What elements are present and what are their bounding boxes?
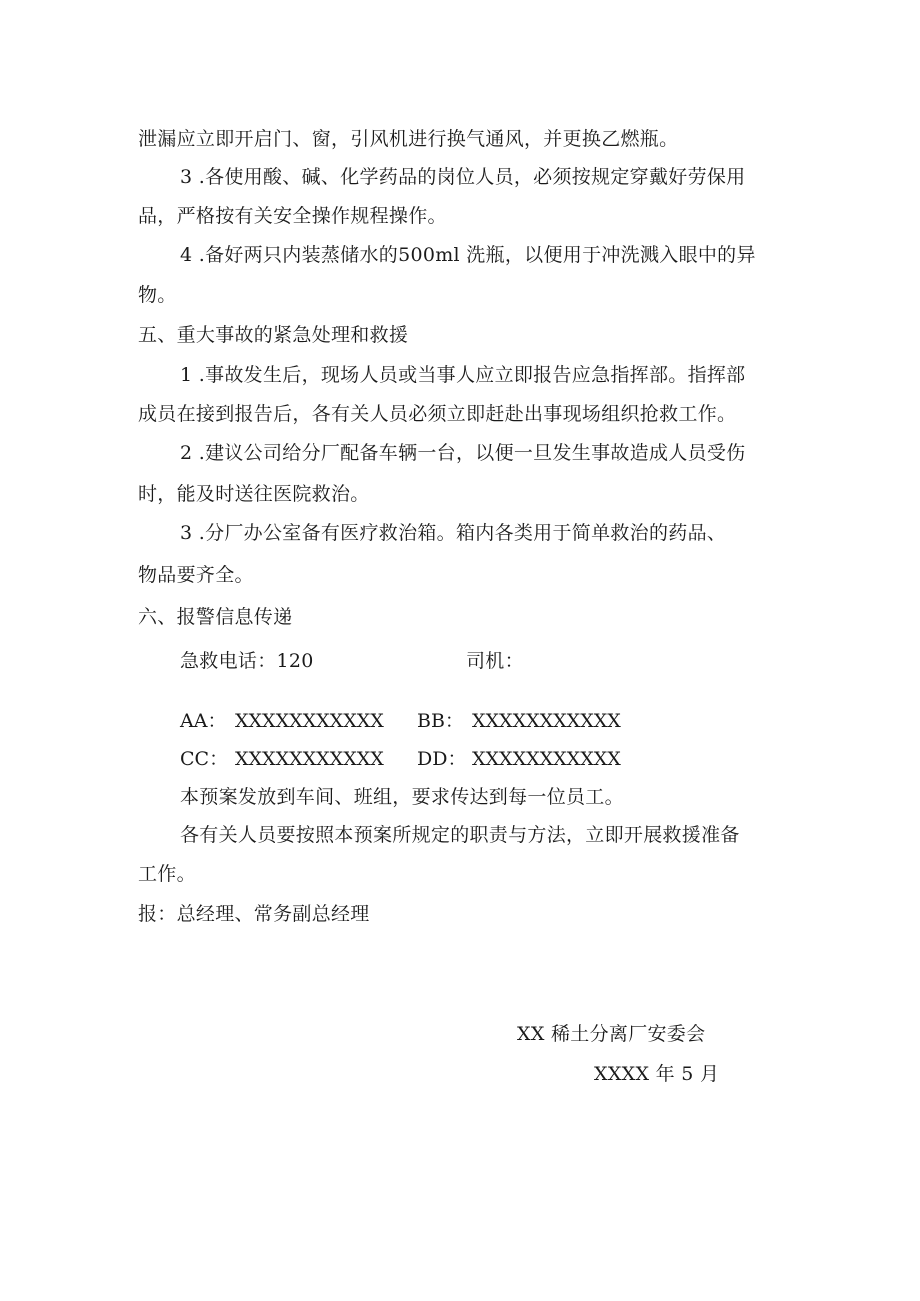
contact-label: AA： <box>180 710 227 732</box>
paragraph-line: 品，严格按有关安全操作规程操作。 <box>138 205 447 227</box>
contact-entry <box>180 746 384 772</box>
contact-entry <box>417 708 621 734</box>
contact-value: XXXXXXXXXXX <box>472 710 621 732</box>
contact-label: DD： <box>417 748 467 770</box>
contact-entry <box>180 708 384 734</box>
driver-label: 司机： <box>466 650 524 672</box>
emergency-phone: 急救电话：120 <box>180 650 314 672</box>
signature-org: XX 稀土分离厂安委会 <box>517 1023 706 1045</box>
paragraph-line: 物品要齐全。 <box>138 564 254 586</box>
paragraph-line: 物。 <box>138 284 177 306</box>
closing-line: 本预案发放到车间、班组，要求传达到每一位员工。 <box>180 786 624 808</box>
paragraph-line: 时，能及时送往医院救治。 <box>138 483 370 505</box>
signature-date: XXXX 年 5 月 <box>594 1063 720 1085</box>
contact-value: XXXXXXXXXXX <box>235 710 384 732</box>
report-to-line: 报：总经理、常务副总经理 <box>138 903 370 925</box>
section-heading: 五、重大事故的紧急处理和救援 <box>138 324 409 346</box>
paragraph-line: 3 .分厂办公室备有医疗救治箱。箱内各类用于简单救治的药品、 <box>180 522 727 544</box>
contact-value: XXXXXXXXXXX <box>472 748 621 770</box>
paragraph-line: 成员在接到报告后，各有关人员必须立即赶赴出事现场组织抢救工作。 <box>138 403 737 425</box>
paragraph-line: 泄漏应立即开启门、窗，引风机进行换气通风，并更换乙燃瓶。 <box>138 128 679 150</box>
paragraph-line: 1 .事故发生后，现场人员或当事人应立即报告应急指挥部。指挥部 <box>180 364 746 386</box>
paragraph-line: 2 .建议公司给分厂配备车辆一台，以便一旦发生事故造成人员受伤 <box>180 442 746 464</box>
paragraph-line: 4 .备好两只内装蒸储水的500ml 洗瓶，以便用于冲洗溅入眼中的异 <box>180 244 756 266</box>
contact-value: XXXXXXXXXXX <box>235 748 384 770</box>
contact-label: CC： <box>180 748 229 770</box>
contact-label: BB： <box>417 710 464 732</box>
contact-entry <box>417 746 621 772</box>
closing-line: 工作。 <box>138 863 196 885</box>
section-heading: 六、报警信息传递 <box>138 606 293 628</box>
paragraph-line: 3 .各使用酸、碱、化学药品的岗位人员，必须按规定穿戴好劳保用 <box>180 166 746 188</box>
closing-line: 各有关人员要按照本预案所规定的职责与方法，立即开展救援准备 <box>180 824 740 846</box>
